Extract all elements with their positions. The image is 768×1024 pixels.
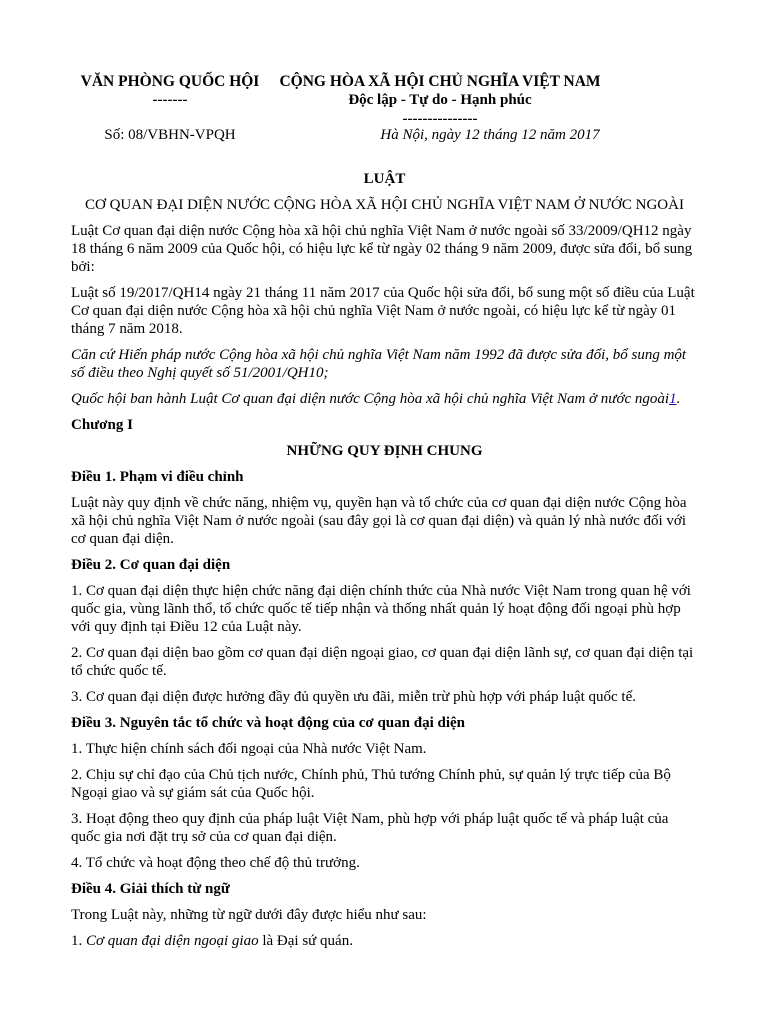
- issuer-name: VĂN PHÒNG QUỐC HỘI: [80, 73, 260, 90]
- issuer-rule: -------: [152, 92, 188, 108]
- article-2-title: Điều 2. Cơ quan đại diện: [71, 557, 231, 573]
- promulgation-statement: [71, 390, 698, 408]
- article-4-clause-1: [71, 932, 698, 950]
- term-definition: là Đại sứ quán.: [258, 933, 353, 949]
- article-3-clause-3: 3. Hoạt động theo quy định của pháp luật Việt Nam, phù hợp với pháp luật quốc tế và pháp luật của quốc gia nơi đặt trụ sở của cơ quan đại diện.: [71, 811, 669, 845]
- motto-rule: ---------------: [402, 111, 478, 127]
- document-type: LUẬT: [363, 171, 406, 187]
- article-3-clause-2: 2. Chịu sự chỉ đạo của Chủ tịch nước, Chính phủ, Thủ tướng Chính phủ, sự quản lý trực tiếp của Bộ Ngoại giao và sự giám sát của Quốc hội.: [71, 767, 671, 801]
- article-2-clause-3: 3. Cơ quan đại diện được hưởng đầy đủ quyền ưu đãi, miễn trừ phù hợp với pháp luật quốc tế.: [71, 689, 636, 705]
- article-4-title: Điều 4. Giải thích từ ngữ: [71, 881, 230, 897]
- promulgation-text: Quốc hội ban hành Luật Cơ quan đại diện nước Cộng hòa xã hội chủ nghĩa Việt Nam ở nước ngoài: [71, 391, 670, 407]
- national-motto: Độc lập - Tự do - Hạnh phúc: [348, 92, 532, 108]
- place-and-date: Hà Nội, ngày 12 tháng 12 năm 2017: [380, 127, 600, 143]
- legal-basis: Căn cứ Hiến pháp nước Cộng hòa xã hội chủ nghĩa Việt Nam năm 1992 đã được sửa đổi, bổ sung một số điều theo Nghị quyết số 51/2001/QH10;: [71, 347, 687, 381]
- issuer-block: [70, 72, 270, 110]
- amendment-paragraph: Luật số 19/2017/QH14 ngày 21 tháng 11 năm 2017 của Quốc hội sửa đổi, bổ sung một số điều của Luật Cơ quan đại diện nước Cộng hòa xã hội chủ nghĩa Việt Nam ở nước ngoài, có hiệu lực kể từ ngày 01 tháng 7 năm 2018.: [71, 285, 695, 337]
- article-2-clause-2: 2. Cơ quan đại diện bao gồm cơ quan đại diện ngoại giao, cơ quan đại diện lãnh sự, cơ quan đại diện tại tổ chức quốc tế.: [71, 645, 694, 679]
- promulgation-period: .: [676, 391, 681, 407]
- article-1-paragraph: Luật này quy định về chức năng, nhiệm vụ, quyền hạn và tổ chức của cơ quan đại diện nước Cộng hòa xã hội chủ nghĩa Việt Nam ở nước ngoài (sau đây gọi là cơ quan đại diện) và quản lý nhà nước đối với cơ quan đại diện.: [71, 495, 687, 547]
- article-3-title: Điều 3. Nguyên tắc tổ chức và hoạt động của cơ quan đại diện: [71, 715, 466, 731]
- chapter-title: NHỮNG QUY ĐỊNH CHUNG: [286, 443, 483, 459]
- document-body: [71, 170, 698, 958]
- article-1-title: Điều 1. Phạm vi điều chỉnh: [71, 469, 244, 485]
- document-number: Số: 08/VBHN-VPQH: [104, 127, 236, 143]
- chapter-label: Chương I: [71, 417, 133, 433]
- document-title: CƠ QUAN ĐẠI DIỆN NƯỚC CỘNG HÒA XÃ HỘI CHỦ NGHĨA VIỆT NAM Ở NƯỚC NGOÀI: [85, 197, 684, 213]
- article-3-clause-4: 4. Tổ chức và hoạt động theo chế độ thủ trưởng.: [71, 855, 360, 871]
- article-4-intro: Trong Luật này, những từ ngữ dưới đây được hiểu như sau:: [71, 907, 427, 923]
- intro-paragraph: Luật Cơ quan đại diện nước Cộng hòa xã hội chủ nghĩa Việt Nam ở nước ngoài số 33/2009/QH12 ngày 18 tháng 6 năm 2009 của Quốc hội, có hiệu lực kể từ ngày 02 tháng 9 năm 2009, được sửa đổi, bổ sung bởi:: [71, 223, 693, 275]
- article-3-clause-1: 1. Thực hiện chính sách đối ngoại của Nhà nước Việt Nam.: [71, 741, 427, 757]
- nation-block: [270, 72, 610, 129]
- nation-name: CỘNG HÒA XÃ HỘI CHỦ NGHĨA VIỆT NAM: [279, 73, 601, 90]
- defined-term: Cơ quan đại diện ngoại giao: [86, 933, 259, 949]
- footnote-link[interactable]: 1: [669, 391, 677, 407]
- article-2-clause-1: 1. Cơ quan đại diện thực hiện chức năng đại diện chính thức của Nhà nước Việt Nam trong quan hệ với quốc gia, vùng lãnh thổ, tổ chức quốc tế tiếp nhận và thống nhất quản lý hoạt động đối ngoại phù hợp với quy định tại Điều 12 của Luật này.: [71, 583, 691, 635]
- clause-number: 1.: [71, 933, 86, 949]
